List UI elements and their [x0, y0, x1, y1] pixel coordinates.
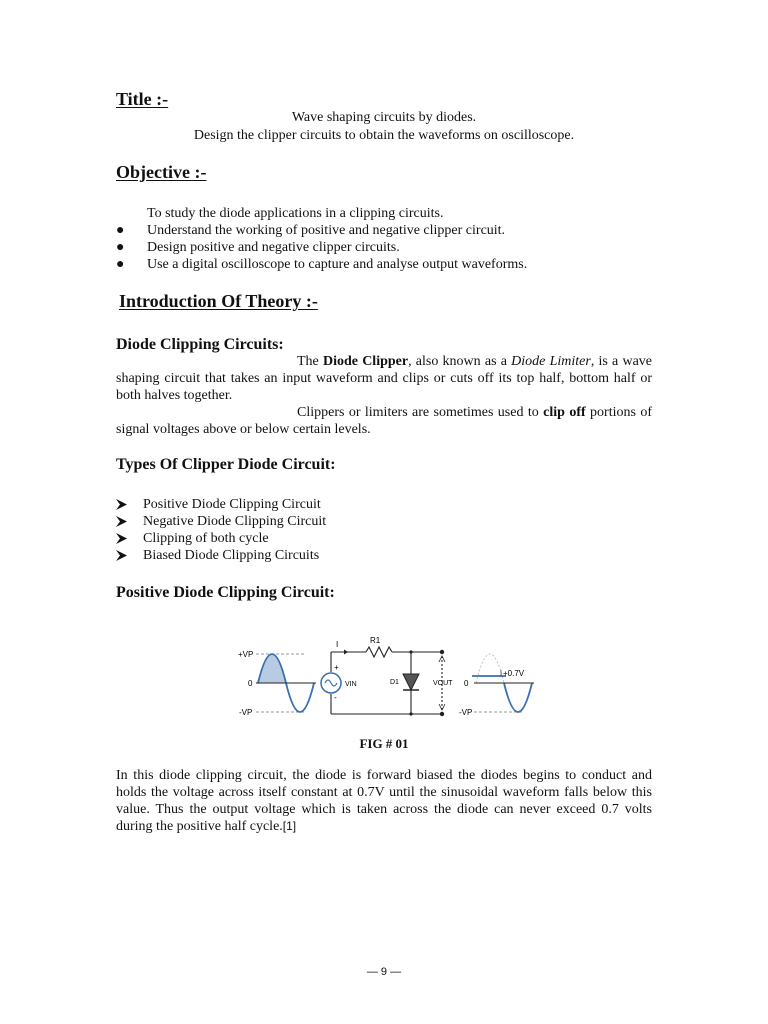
page-number: — 9 — [366, 966, 402, 978]
types-item: Biased Diode Clipping Circuits [116, 547, 516, 564]
types-item: Positive Diode Clipping Circuit [116, 496, 516, 513]
objective-item: ● Use a digital oscilloscope to capture and analyse output waveforms. [116, 257, 528, 272]
diode-clipping-heading: Diode Clipping Circuits: [116, 336, 284, 353]
current-label: I [336, 640, 339, 649]
positive-clipping-heading: Positive Diode Clipping Circuit: [116, 584, 335, 601]
figure-caption: FIG # 01 [359, 736, 409, 751]
diode-symbol-icon [403, 674, 419, 690]
arrow-bullet-icon [116, 516, 127, 527]
vout-label: VOUT [433, 680, 453, 687]
input-minus-vp-label: -VP [239, 708, 253, 717]
types-item: Clipping of both cycle [116, 530, 516, 547]
output-minus-vp-label: -VP [459, 708, 473, 717]
arrow-bullet-icon [116, 550, 127, 561]
current-arrowhead-icon [344, 650, 348, 655]
bullet-dot-icon: ● [116, 223, 125, 238]
input-waveform [238, 650, 316, 717]
arrow-bullet-icon [116, 533, 127, 544]
output-zero-label: 0 [464, 679, 469, 688]
arrow-bullet-icon [116, 499, 127, 510]
objective-intro: To study the diode applications in a clipping circuits. [147, 206, 444, 221]
bullet-dot-icon: ● [116, 257, 125, 272]
diode-clipper-paragraph: The Diode Clipper, also known as a Diode Limiter, is a wave shaping circuit that takes an input waveform and clips or cuts off its top half, bottom half or both halves together. [116, 354, 653, 403]
input-zero-label: 0 [248, 679, 253, 688]
diode-label: D1 [390, 679, 399, 686]
clippers-paragraph: Clippers or limiters are sometimes used to clip off portions of signal voltages above or below certain levels. [116, 405, 652, 437]
bullet-dot-icon: ● [116, 240, 125, 255]
input-plus-vp-label: +VP [238, 650, 254, 659]
clip-level-label: +0.7V [503, 669, 525, 678]
output-waveform [459, 654, 534, 717]
positive-clipping-paragraph: In this diode clipping circuit, the diode is forward biased the diodes begins to conduct and holds the voltage across itself constant at 0.7V until the sinusoidal waveform falls below this value. Thus the output voltage which is taken across the diode can never exceed 0.7 volts during the positive half cycle.[1] [116, 768, 652, 834]
citation: [1] [282, 819, 297, 833]
resistor-symbol [366, 647, 392, 657]
positive-clipper-figure [230, 632, 540, 724]
resistor-label: R1 [370, 636, 381, 645]
title-line-1: Wave shaping circuits by diodes. [291, 110, 477, 125]
introduction-heading: Introduction Of Theory :- [119, 291, 318, 311]
objective-item: ● Design positive and negative clipper circuits. [116, 240, 400, 255]
vin-label: VIN [345, 681, 357, 688]
terminal-dot-icon [440, 650, 444, 654]
minus-label: - [334, 693, 337, 702]
plus-label: + [334, 663, 339, 672]
terminal-dot-icon [440, 712, 444, 716]
types-heading: Types Of Clipper Diode Circuit: [116, 456, 336, 473]
title-line-2: Design the clipper circuits to obtain the waveforms on oscilloscope. [193, 128, 575, 143]
types-item: Negative Diode Clipping Circuit [116, 513, 516, 530]
objective-heading: Objective :- [116, 162, 207, 182]
title-heading: Title :- [116, 89, 169, 109]
objective-item: ● Understand the working of positive and negative clipper circuit. [116, 223, 506, 238]
